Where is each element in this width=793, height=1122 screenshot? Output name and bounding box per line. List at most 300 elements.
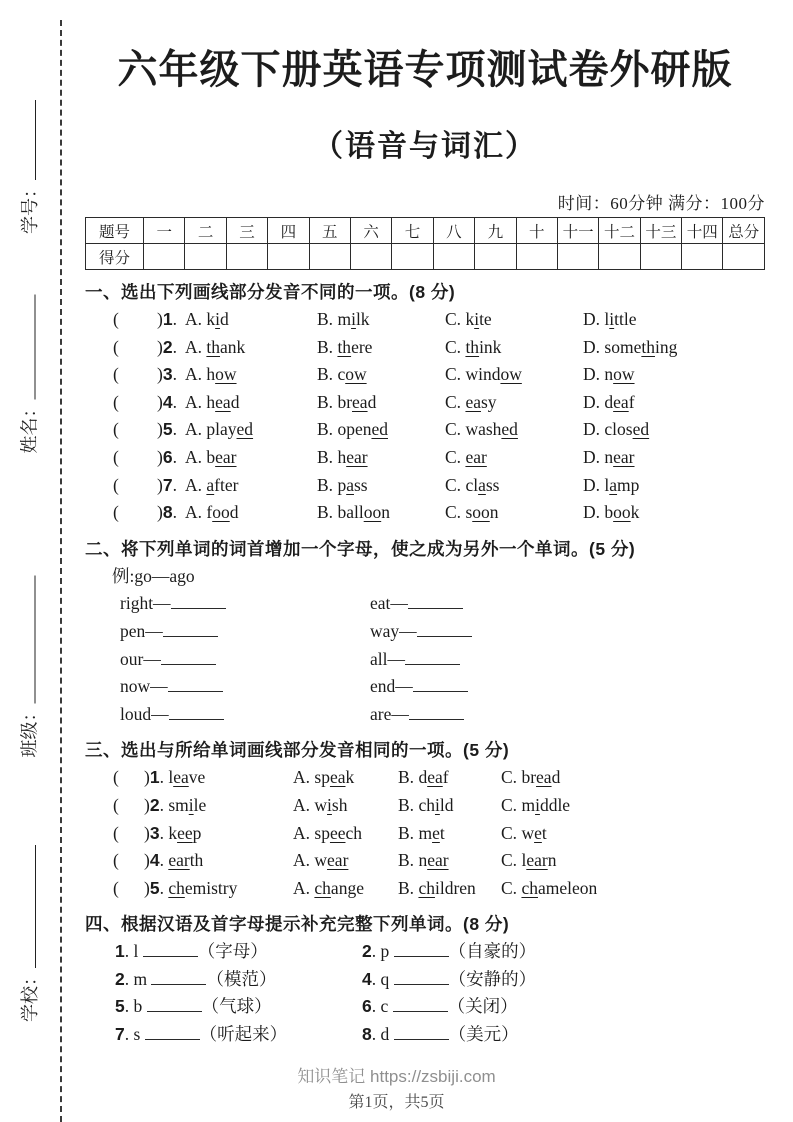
score-table-header-cell: 十三 (640, 218, 681, 244)
underlined-letters: ear (215, 446, 237, 467)
underlined-letters: ear (168, 850, 190, 871)
word-pair: our— (120, 646, 370, 674)
underlined-letters: ea (536, 767, 552, 788)
page-subtitle: （语音与词汇） (313, 130, 537, 163)
section4-heading: 四、根据汉语及首字母提示补充完整下列单词。(8 分) (85, 914, 510, 935)
question-row (85, 820, 765, 848)
score-table-header-cell: 五 (309, 218, 350, 244)
option-c: C. class (445, 474, 500, 495)
option-c: C. chameleon (501, 877, 598, 898)
option-word: milk (337, 309, 370, 329)
fill-item: 6. c （关闭） (362, 996, 518, 1017)
question-number: 5 (162, 419, 173, 440)
question-number: 5 (149, 877, 160, 898)
chinese-hint: （模范） (206, 968, 277, 989)
section2-example: 例:go—ago (112, 565, 195, 586)
option-word: bread (337, 391, 377, 412)
question-number: 1 (162, 309, 173, 329)
option-word: easy (465, 391, 497, 412)
underlined-letters: ch (521, 877, 538, 898)
underlined-letters: ch (314, 877, 331, 898)
word-pair-row (85, 701, 765, 729)
underlined-letters: ow (613, 364, 635, 385)
option-word: how (206, 364, 237, 385)
option-a: A. played (185, 419, 254, 440)
option-c: C. easy (445, 391, 497, 412)
underlined-letters: oo (613, 502, 631, 523)
stem-word-text: earth (168, 850, 204, 871)
underlined-letters: ch (418, 877, 435, 898)
question-number: 4 (149, 850, 160, 871)
word-pair: now— (120, 673, 370, 701)
question-number: 6 (162, 446, 173, 467)
underlined-letters: ch (168, 877, 185, 898)
option-a: A. wear (293, 850, 349, 871)
option-b: B. pass (317, 474, 368, 495)
answer-blank (169, 705, 224, 720)
option-word: speech (314, 822, 363, 843)
word-pair-row (85, 646, 765, 674)
question-row (85, 334, 765, 362)
option-b: B. there (317, 336, 373, 357)
underlined-letters: ear (613, 446, 635, 467)
question-row (85, 389, 765, 417)
answer-blank (171, 594, 226, 609)
answer-paren-open: ( (113, 474, 119, 495)
option-word: lamp (604, 474, 640, 495)
answer-blank (393, 997, 448, 1012)
option-word: chameleon (521, 877, 598, 898)
score-table-score-row (86, 244, 765, 270)
underlined-letters: i (327, 794, 332, 815)
answer-paren-close: )3. (157, 364, 177, 385)
option-c: C. bread (501, 767, 561, 788)
sidebar-field (18, 86, 42, 234)
question-row (85, 306, 765, 334)
answer-paren-open: ( (113, 502, 119, 523)
underlined-letters: i (215, 309, 221, 329)
option-b: B. cow (317, 364, 367, 385)
option-a: A. food (185, 502, 239, 523)
option-word: deaf (604, 391, 635, 412)
score-cell-empty (309, 244, 350, 270)
answer-blank (413, 677, 468, 692)
score-table-header-cell: 九 (475, 218, 516, 244)
underlined-letters: ed (501, 419, 518, 440)
underlined-letters: a (478, 474, 486, 495)
sidebar-field-write-line (20, 295, 36, 400)
item-number: 6 (362, 996, 372, 1017)
option-word: washed (465, 419, 518, 440)
answer-blank (394, 970, 449, 985)
score-table-header-cell: 十二 (599, 218, 640, 244)
score-cell-empty (557, 244, 598, 270)
option-word (465, 447, 486, 467)
chinese-hint: （听起来） (199, 1024, 288, 1045)
score-table-header-cell: 总分 (723, 218, 765, 244)
option-word: there (337, 336, 373, 357)
sidebar-field (18, 561, 42, 758)
question-row (85, 847, 765, 875)
question-row (85, 764, 765, 792)
underlined-letters: ea (352, 391, 368, 412)
option-a: A. head (185, 391, 240, 412)
answer-blank (147, 997, 202, 1012)
word-pair: right— (120, 590, 370, 618)
question-row (85, 416, 765, 444)
question-row (85, 361, 765, 389)
item-number: 4 (362, 968, 372, 989)
sidebar-field-write-line (20, 100, 36, 180)
option-word: kid (206, 309, 229, 329)
word-pair-row (85, 618, 765, 646)
option-b: B. bread (317, 391, 377, 412)
answer-paren-close: )6. (157, 446, 177, 467)
score-cell-empty (226, 244, 267, 270)
option-d: D. lamp (583, 474, 640, 495)
answer-paren-close: )5. (157, 419, 177, 440)
item-number: 8 (362, 1024, 372, 1045)
stem-word-text: smile (168, 794, 207, 815)
section3-questions (85, 764, 765, 902)
question-number: 3 (149, 822, 160, 843)
underlined-letters: i (188, 794, 194, 815)
question-row (85, 472, 765, 500)
underlined-letters: th (465, 336, 480, 357)
underlined-letters: i (609, 309, 615, 329)
stem-word: )5. chemistry (144, 877, 238, 898)
option-c: C. wet (501, 822, 547, 843)
option-word: after (206, 474, 239, 495)
answer-paren-close: )2. (157, 336, 177, 357)
option-word: thank (206, 336, 246, 357)
option-word: change (314, 877, 364, 898)
option-c: C. ear (445, 446, 487, 467)
underlined-letters: i (351, 309, 356, 329)
underlined-letters: ee (177, 822, 193, 843)
option-word: cow (337, 364, 367, 385)
option-b: B. children (398, 877, 476, 898)
word-pair-row (85, 590, 765, 618)
answer-blank (394, 942, 449, 957)
option-word: near (418, 850, 449, 871)
underlined-letters: a (609, 474, 618, 495)
option-word: middle (521, 794, 571, 815)
answer-blank (168, 677, 223, 692)
underlined-letters: ea (427, 767, 443, 788)
option-word: hear (337, 446, 368, 467)
fill-item: 2. m （模范） (115, 968, 277, 989)
page-title: 六年级下册英语专项测试卷外研版 (117, 47, 733, 92)
underlined-letters: ed (371, 419, 388, 440)
word-pair: way— (370, 618, 472, 646)
underlined-letters: oo (472, 502, 490, 523)
score-table-header-cell: 一 (144, 218, 185, 244)
score-table (85, 217, 765, 270)
score-cell-empty (475, 244, 516, 270)
option-d: D. closed (583, 419, 650, 440)
answer-blank (145, 1025, 200, 1040)
option-d: D. something (583, 336, 678, 357)
underlined-letters: ea (465, 391, 481, 412)
question-number: 8 (162, 502, 173, 523)
answer-paren-close: )8. (157, 502, 177, 523)
score-cell-empty (433, 244, 474, 270)
word-pair: end— (370, 673, 468, 701)
sidebar-field-write-line (20, 576, 36, 704)
option-d: D. now (583, 364, 635, 385)
score-cell-empty (350, 244, 391, 270)
word-pair: loud— (120, 701, 370, 729)
score-table-header-cell: 十 (516, 218, 557, 244)
option-word: closed (604, 419, 650, 440)
underlined-letters: ow (215, 364, 237, 385)
answer-paren-open: ( (113, 877, 119, 898)
score-table-header-row (86, 218, 765, 244)
option-word: learn (521, 850, 557, 871)
score-cell-empty (682, 244, 723, 270)
stem-word-text: leave (168, 767, 206, 788)
option-word: think (465, 336, 502, 357)
underlined-letters: th (641, 336, 655, 357)
answer-paren-open: ( (113, 336, 119, 357)
option-b: B. milk (317, 309, 370, 329)
sidebar-field-write-line (20, 845, 36, 968)
option-b: B. hear (317, 446, 368, 467)
option-d: D. near (583, 446, 635, 467)
answer-paren-open: ( (113, 850, 119, 871)
chinese-hint: （安静的） (448, 968, 537, 989)
answer-blank (409, 705, 464, 720)
sidebar-field-label: 班级： (19, 703, 40, 758)
option-c: C. window (445, 364, 522, 385)
option-word: bear (206, 446, 237, 467)
score-row-label: 得分 (86, 244, 144, 270)
option-d: D. little (583, 309, 637, 329)
option-word: class (465, 474, 500, 495)
option-b: B. near (398, 850, 449, 871)
option-word: pass (337, 474, 368, 495)
footer-site-link: 知识笔记 https://zsbiji.com (297, 1067, 496, 1086)
underlined-letters: i (474, 309, 480, 329)
underlined-letters: ear (465, 446, 487, 467)
underlined-letters: a (206, 474, 215, 495)
answer-paren-open: ( (113, 419, 119, 440)
answer-paren-open: ( (113, 309, 119, 329)
sidebar-field-label: 学号： (20, 180, 40, 234)
option-word: soon (465, 502, 499, 523)
answer-blank (151, 970, 206, 985)
option-word: food (206, 502, 239, 523)
option-d: D. deaf (583, 391, 635, 412)
underlined-letters: ea (215, 391, 231, 412)
underlined-letters: ow (345, 364, 367, 385)
question-number: 2 (149, 794, 160, 815)
answer-paren-open: ( (113, 822, 119, 843)
option-a: A. thank (185, 336, 246, 357)
option-word: now (604, 364, 635, 385)
answer-paren-close: )7. (157, 474, 177, 495)
option-c: C. kite (445, 309, 492, 329)
answer-paren-open: ( (113, 767, 119, 788)
underlined-letters: ear (346, 446, 368, 467)
underlined-letters: th (337, 336, 352, 357)
answer-paren-close: )1. (157, 309, 177, 329)
fill-item: 7. s （听起来） (115, 1024, 288, 1045)
item-number: 1 (115, 941, 125, 962)
underlined-letters: ea (173, 767, 189, 788)
fill-item: 5. b （气球） (115, 996, 272, 1017)
sidebar-field (18, 830, 42, 1022)
score-cell-empty (144, 244, 185, 270)
word-pair: eat— (370, 590, 463, 618)
score-table-header-cell: 八 (433, 218, 474, 244)
item-number: 2 (362, 941, 372, 962)
underlined-letters: ea (613, 391, 629, 412)
option-word: met (418, 822, 445, 843)
option-a: A. wish (293, 794, 348, 815)
option-c: C. middle (501, 794, 571, 815)
answer-paren-close: )4. (157, 391, 177, 412)
option-b: B. child (398, 794, 454, 815)
chinese-hint: （自豪的） (448, 941, 537, 962)
stem-word-text: keep (168, 822, 202, 843)
option-word: deaf (418, 767, 449, 788)
option-a: A. after (185, 474, 239, 495)
option-word: children (418, 877, 476, 898)
score-table-header-cell: 三 (226, 218, 267, 244)
option-word: book (604, 502, 640, 523)
section1-questions (85, 306, 765, 527)
fill-item: 2. p （自豪的） (362, 941, 537, 962)
option-a: A. speak (293, 767, 355, 788)
sidebar-field-label: 姓名： (19, 399, 40, 454)
underlined-letters: e (432, 822, 440, 843)
item-number: 7 (115, 1024, 125, 1045)
underlined-letters: oo (212, 502, 230, 523)
option-word: played (206, 419, 254, 440)
option-word: head (206, 391, 240, 412)
option-word: child (418, 794, 454, 815)
footer-page-number: 第1页，共5页 (348, 1094, 445, 1111)
score-table-header-cell: 十四 (682, 218, 723, 244)
option-b: B. opened (317, 419, 388, 440)
chinese-hint: （关闭） (447, 996, 518, 1017)
option-c: C. washed (445, 419, 518, 440)
option-c: C. think (445, 336, 502, 357)
score-cell-empty (392, 244, 433, 270)
option-a: A. kid (185, 309, 229, 329)
underlined-letters: i (434, 794, 440, 815)
item-number: 2 (115, 968, 125, 989)
underlined-letters: ear (327, 850, 349, 871)
stem-word: )4. earth (144, 850, 204, 871)
option-word: wish (314, 794, 348, 815)
answer-blank (163, 622, 218, 637)
question-number: 4 (162, 391, 173, 412)
option-a: A. speech (293, 822, 363, 843)
answer-paren-open: ( (113, 364, 119, 385)
word-pair: pen— (120, 618, 370, 646)
underlined-letters: i (535, 794, 540, 815)
answer-blank (394, 1025, 449, 1040)
option-word: kite (465, 309, 492, 329)
answer-paren-open: ( (113, 794, 119, 815)
question-row (85, 444, 765, 472)
question-number: 2 (162, 336, 173, 357)
fill-item-row (85, 1021, 765, 1049)
option-c: C. learn (501, 850, 557, 871)
score-cell-empty (185, 244, 226, 270)
underlined-letters: ed (236, 419, 254, 440)
option-word: something (604, 336, 678, 357)
answer-blank (408, 594, 463, 609)
score-table-header-cell: 七 (392, 218, 433, 244)
option-word: balloon (337, 502, 390, 523)
answer-paren-open: ( (113, 446, 119, 467)
option-b: B. met (398, 822, 445, 843)
fill-item-row (85, 938, 765, 966)
underlined-letters: ear (526, 850, 548, 871)
word-pair: all— (370, 646, 460, 674)
stem-word: )3. keep (144, 822, 202, 843)
question-number: 1 (149, 767, 160, 788)
stem-word-text: chemistry (168, 877, 238, 898)
exam-paper (85, 28, 765, 1049)
option-a: A. bear (185, 446, 237, 467)
score-cell-empty (599, 244, 640, 270)
answer-blank (143, 942, 198, 957)
seal-dashed-line (60, 20, 62, 1122)
answer-blank (417, 622, 472, 637)
option-word: window (465, 364, 522, 385)
option-b: B. balloon (317, 502, 390, 523)
score-table-header-cell: 二 (185, 218, 226, 244)
fill-item-row (85, 993, 765, 1021)
fill-item: 8. d （美元） (362, 1024, 519, 1045)
score-cell-empty (516, 244, 557, 270)
score-table-label-cell: 题号 (86, 218, 144, 244)
word-pair-row (85, 673, 765, 701)
underlined-letters: oo (363, 502, 382, 523)
option-word: wet (521, 822, 547, 843)
option-b: B. deaf (398, 767, 449, 788)
stem-word: )2. smile (144, 794, 207, 815)
option-word: wear (314, 850, 349, 871)
sidebar-field (18, 281, 42, 454)
score-cell-empty (640, 244, 681, 270)
question-row (85, 875, 765, 903)
question-row (85, 792, 765, 820)
underlined-letters: ee (329, 822, 346, 843)
question-number: 3 (162, 364, 173, 385)
score-cell-empty (268, 244, 309, 270)
underlined-letters: ear (427, 850, 449, 871)
question-row (85, 499, 765, 527)
score-table-header-cell: 十一 (557, 218, 598, 244)
option-a: A. how (185, 364, 237, 385)
section3-heading: 三、选出与所给单词画线部分发音相同的一项。(5 分) (85, 740, 510, 761)
score-cell-empty (723, 244, 765, 270)
section2-pairs (85, 590, 765, 728)
score-table-header-cell: 四 (268, 218, 309, 244)
option-word: opened (337, 419, 388, 440)
time-score-meta: 时间：60分钟 满分：100分 (557, 194, 765, 213)
underlined-letters: ow (500, 364, 522, 385)
word-pair: are— (370, 701, 464, 729)
option-word: near (604, 446, 635, 467)
answer-blank (405, 650, 460, 665)
